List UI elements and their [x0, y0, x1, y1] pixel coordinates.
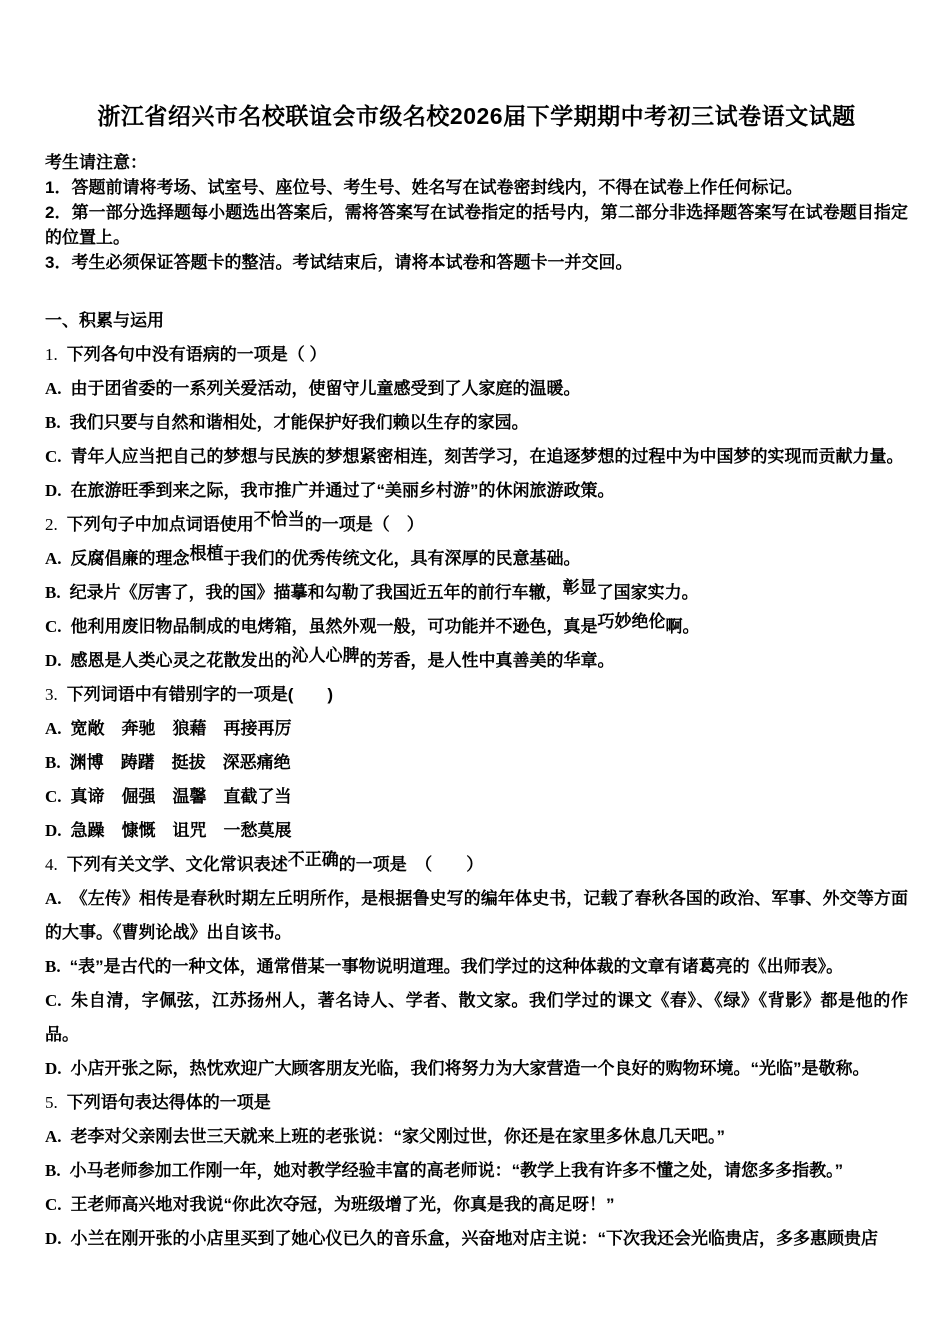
emphasized-word: 不正确 [287, 850, 339, 869]
option-text: 王老师高兴地对我说“你此次夺冠，为班级增了光，你真是我的高足呀！” [70, 1195, 615, 1214]
question-3-option-a [45, 712, 908, 746]
question-4-stem-text: 的一项是 （ ） [338, 855, 484, 874]
question-2-option-d [45, 644, 908, 678]
question-4-option-c [45, 984, 908, 1052]
option-letter: C. [45, 447, 62, 466]
question-2-option-b [45, 576, 908, 610]
option-text: 渊博 踌躇 挺拔 深恶痛绝 [69, 753, 291, 772]
option-text: 他利用废旧物品制成的电烤箱，虽然外观一般，可功能并不逊色，真是 [70, 617, 598, 636]
option-text: 感恩是人类心灵之花散发出的 [70, 651, 292, 670]
option-text: 宽敞 奔驰 狼藉 再接再厉 [70, 719, 292, 738]
question-3-option-d [45, 814, 908, 848]
question-1-option-a [45, 372, 908, 406]
option-letter: A. [45, 719, 62, 738]
question-2-number: 2. [45, 515, 58, 534]
emphasized-word: 沁人心脾 [291, 646, 360, 665]
option-letter: A. [45, 889, 62, 908]
question-1-option-b [45, 406, 908, 440]
option-text: 反腐倡廉的理念 [70, 549, 190, 568]
question-3-stem-text: 下列词语中有错别字的一项是( ) [66, 685, 334, 704]
option-letter: A. [45, 549, 62, 568]
section-accumulation-and-use [45, 304, 908, 1256]
option-letter: B. [45, 413, 61, 432]
question-2 [45, 508, 908, 678]
option-text: 了国家实力。 [596, 583, 699, 602]
question-1-number: 1. [45, 345, 58, 364]
option-text: 老李对父亲刚去世三天就来上班的老张说：“家父刚过世，你还是在家里多休息几天吧。” [70, 1127, 726, 1146]
notice-item-2: 2．第一部分选择题每小题选出答案后，需将答案写在试卷指定的括号内，第二部分非选择题答案写在试卷题目指定的位置上。 [45, 203, 908, 247]
option-text: 我们只要与自然和谐相处，才能保护好我们赖以生存的家园。 [69, 413, 529, 432]
option-letter: B. [45, 1161, 61, 1180]
question-2-option-a [45, 542, 908, 576]
option-letter: A. [45, 1127, 62, 1146]
option-text: 由于团省委的一系列关爱活动，使留守儿童感受到了人家庭的温暖。 [70, 379, 581, 398]
question-4 [45, 848, 908, 1086]
question-4-number: 4. [45, 855, 58, 874]
section-heading: 一、积累与运用 [45, 311, 164, 330]
option-letter: C. [45, 991, 62, 1010]
question-5-option-d [45, 1222, 908, 1256]
notice-item-1: 1．答题前请将考场、试室号、座位号、考生号、姓名写在试卷密封线内，不得在试卷上作任何标记。 [45, 178, 803, 197]
question-1-stem [45, 338, 908, 372]
emphasized-word: 不恰当 [253, 510, 305, 529]
question-1-option-c [45, 440, 908, 474]
question-2-option-c [45, 610, 908, 644]
question-2-stem-text: 下列句子中加点词语使用 [66, 515, 254, 534]
option-text: 的芳香，是人性中真善美的华章。 [359, 651, 615, 670]
notice-item-3: 3．考生必须保证答题卡的整洁。考试结束后，请将本试卷和答题卡一并交回。 [45, 253, 633, 272]
option-letter: A. [45, 379, 62, 398]
option-letter: C. [45, 787, 62, 806]
option-letter: B. [45, 583, 61, 602]
option-text: 小马老师参加工作刚一年，她对教学经验丰富的高老师说：“教学上我有许多不懂之处，请您多多指教。” [69, 1161, 844, 1180]
question-4-stem [45, 848, 908, 882]
option-letter: D. [45, 1059, 62, 1078]
question-5-stem-text: 下列语句表达得体的一项是 [66, 1093, 271, 1112]
question-5-option-c [45, 1188, 908, 1222]
option-letter: D. [45, 1229, 62, 1248]
question-4-stem-text: 下列有关文学、文化常识表述 [66, 855, 288, 874]
question-1-stem-text: 下列各句中没有语病的一项是（ ） [66, 345, 327, 364]
question-4-option-a [45, 882, 908, 950]
option-text: 小兰在刚开张的小店里买到了她心仪已久的音乐盒，兴奋地对店主说：“下次我还会光临贵店，多多惠顾贵店 [70, 1229, 879, 1248]
option-text: “表”是古代的一种文体，通常借某一事物说明道理。我们学过的这种体裁的文章有诸葛亮的《出师表》。 [69, 957, 844, 976]
option-text: 于我们的优秀传统文化，具有深厚的民意基础。 [223, 549, 581, 568]
question-3-option-b [45, 746, 908, 780]
question-3-stem [45, 678, 908, 712]
option-text: 啊。 [665, 617, 700, 636]
question-3 [45, 678, 908, 848]
option-text: 《左传》相传是春秋时期左丘明所作，是根据鲁史写的编年体史书，记载了春秋各国的政治、军事、外交等方面的大事。《曹刿论战》出自该书。 [45, 889, 908, 942]
emphasized-word: 彰显 [562, 578, 597, 597]
question-5 [45, 1086, 908, 1256]
question-2-stem-text: 的一项是（ ） [304, 515, 424, 534]
question-5-stem [45, 1086, 908, 1120]
option-text: 纪录片《厉害了，我的国》描摹和勾勒了我国近五年的前行车辙， [69, 583, 563, 602]
option-text: 朱自清，字佩弦，江苏扬州人，著名诗人、学者、散文家。我们学过的课文《春》、《绿》《背影》都是他的作品。 [45, 991, 908, 1044]
option-letter: B. [45, 957, 61, 976]
exam-title: 浙江省绍兴市名校联谊会市级名校2026届下学期期中考初三试卷语文试题 [97, 103, 856, 129]
option-text: 急躁 慷慨 诅咒 一愁莫展 [70, 821, 292, 840]
option-letter: D. [45, 821, 62, 840]
option-letter: C. [45, 617, 62, 636]
question-4-option-b [45, 950, 908, 984]
notice-block [45, 150, 908, 275]
emphasized-word: 巧妙绝伦 [597, 612, 666, 631]
question-3-option-c [45, 780, 908, 814]
question-5-number: 5. [45, 1093, 58, 1112]
emphasized-word: 根植 [189, 544, 224, 563]
option-text: 青年人应当把自己的梦想与民族的梦想紧密相连，刻苦学习，在追逐梦想的过程中为中国梦的实现而贡献力量。 [70, 447, 904, 466]
option-text: 在旅游旺季到来之际，我市推广并通过了“美丽乡村游”的休闲旅游政策。 [70, 481, 615, 500]
option-letter: B. [45, 753, 61, 772]
question-5-option-b [45, 1154, 908, 1188]
notice-heading: 考生请注意： [45, 153, 147, 172]
question-2-stem [45, 508, 908, 542]
option-text: 真谛 倔强 温馨 直截了当 [70, 787, 292, 806]
question-1-option-d [45, 474, 908, 508]
option-letter: C. [45, 1195, 62, 1214]
option-text: 小店开张之际，热忱欢迎广大顾客朋友光临，我们将努力为大家营造一个良好的购物环境。“光临”是敬称。 [70, 1059, 870, 1078]
question-1 [45, 338, 908, 508]
question-4-option-d [45, 1052, 908, 1086]
question-5-option-a [45, 1120, 908, 1154]
question-3-number: 3. [45, 685, 58, 704]
option-letter: D. [45, 481, 62, 500]
option-letter: D. [45, 651, 62, 670]
